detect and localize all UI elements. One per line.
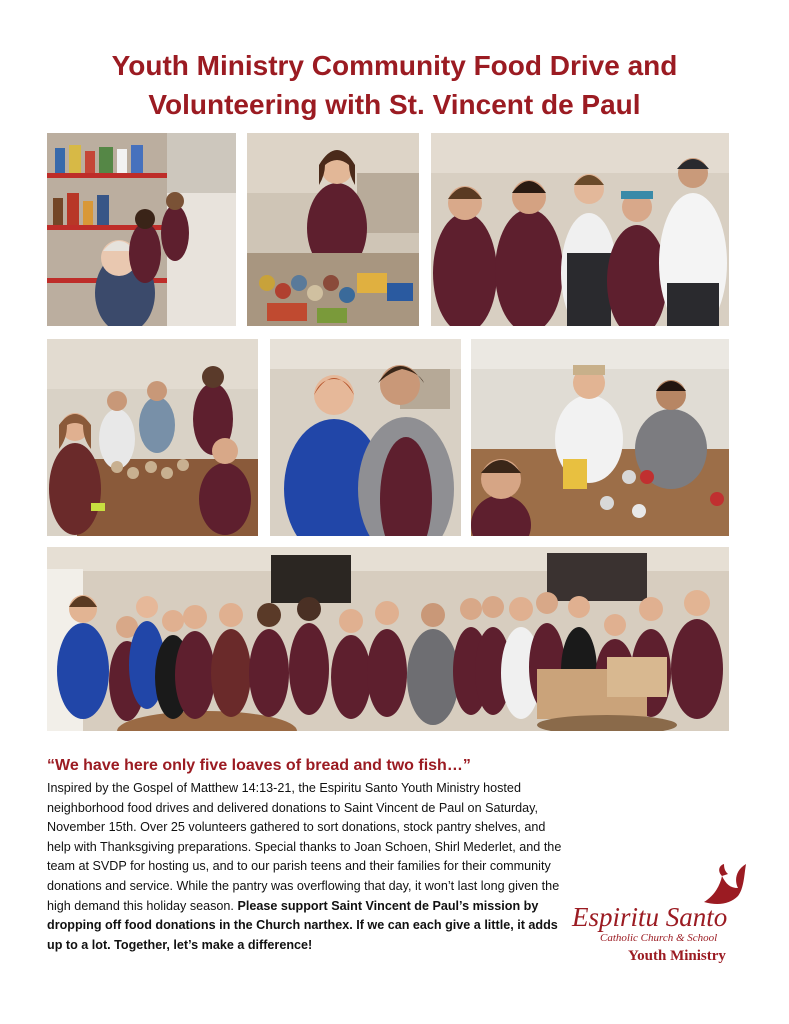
photo-five-teens xyxy=(431,133,729,326)
photo-volunteer-and-teen xyxy=(270,339,461,536)
body-regular-text: Inspired by the Gospel of Matthew 14:13-21, the Espiritu Santo Youth Ministry hosted neighborhood food drives and delivered donations to Saint Vincent de Paul on Saturday, November 15th. Over 25 volunteers gathered to sort donations, stock pantry shelves, and help with Thanksgiving preparations. Special thanks to Joan Schoen, Shirl Mederlet, and the team at SVDP for hosting us, and to our parish teens and their families for their community donations and service. While the pantry was overflowing that day, it won’t last long given the high demand this holiday season. xyxy=(47,781,562,913)
photo-volunteer-with-food xyxy=(247,133,419,326)
page-title xyxy=(20,46,769,124)
quote-heading: “We have here only five loaves of bread and two fish…” xyxy=(47,757,471,774)
espiritu-santo-logo xyxy=(572,862,750,972)
title-line-2: Volunteering with St. Vincent de Paul xyxy=(148,89,641,120)
photo-teens-with-cans xyxy=(471,339,729,536)
title-line-1: Youth Ministry Community Food Drive and xyxy=(111,50,678,81)
logo-subtitle: Catholic Church & School xyxy=(600,932,718,944)
photo-pantry-shelves xyxy=(47,133,236,326)
photo-group xyxy=(47,547,729,731)
body-paragraph xyxy=(47,779,567,955)
photo-sorting-table xyxy=(47,339,258,536)
body-bold-text: Please support Saint Vincent de Paul’s mission by dropping off food donations in the Church narthex. If we can each give a little, it adds up to a lot. Together, let’s make a difference! xyxy=(47,898,558,952)
logo-ministry: Youth Ministry xyxy=(628,948,726,964)
logo-name: Espiritu Santo xyxy=(572,902,728,932)
